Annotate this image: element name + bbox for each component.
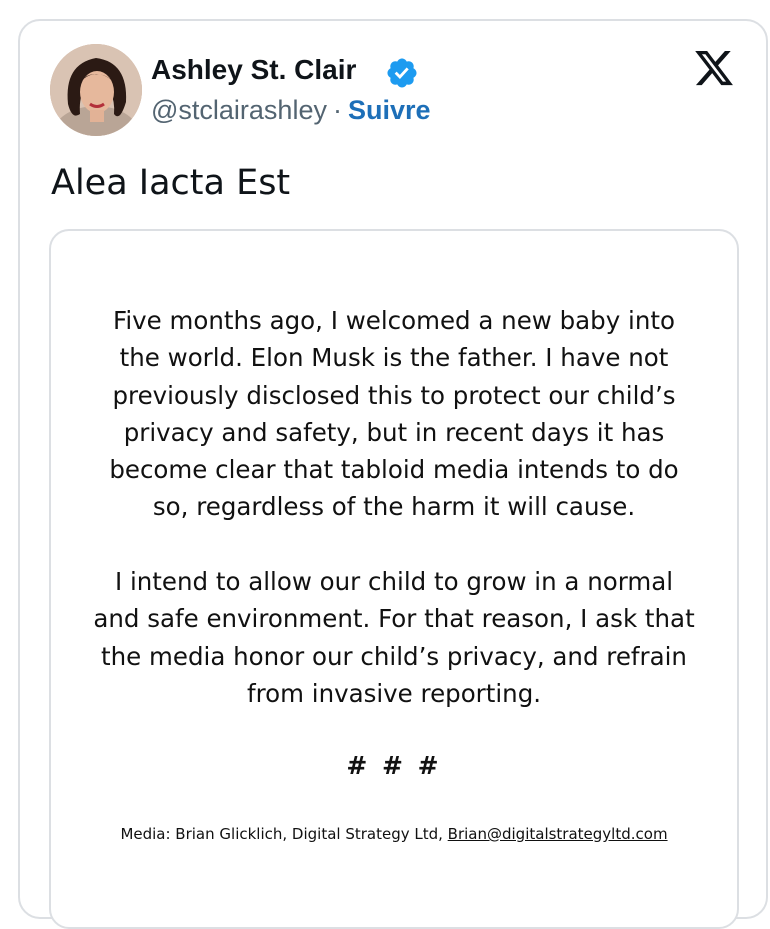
separator: · <box>332 95 342 125</box>
media-contact <box>60 822 728 846</box>
author-handle[interactable]: @stclairashley <box>151 95 327 125</box>
statement-line: the media honor our child’s privacy, and refrain <box>101 641 687 671</box>
avatar[interactable] <box>50 44 142 136</box>
statement-line: so, regardless of the harm it will cause. <box>152 492 636 522</box>
statement-line: and safe environment. For that reason, I ask that <box>93 604 695 634</box>
statement-line: I intend to allow our child to grow in a normal <box>114 567 674 596</box>
statement-line: the world. Elon Musk is the father. I have not <box>119 343 669 373</box>
tweet-text: Alea Iacta Est <box>51 163 291 203</box>
media-contact-label: Media: Brian Glicklich, Digital Strategy Ltd, <box>120 825 448 843</box>
verified-badge-icon <box>385 56 419 90</box>
statement-paragraph-1 <box>60 302 728 526</box>
avatar-image <box>50 44 142 136</box>
statement-line: privacy and safety, but in recent days it has <box>123 417 665 447</box>
statement-paragraph-2 <box>60 563 728 712</box>
author-name[interactable]: Ashley St. Clair <box>151 54 357 85</box>
statement-line: from invasive reporting. <box>246 678 542 708</box>
follow-button[interactable]: Suivre <box>347 95 431 125</box>
media-email-link[interactable]: Brian@digitalstrategyltd.com <box>447 825 668 843</box>
handle-line <box>151 93 431 127</box>
statement-line: become clear that tabloid media intends to do <box>109 455 679 485</box>
statement-line: previously disclosed this to protect our child’s <box>112 380 676 410</box>
statement-line: Five months ago, I welcomed a new baby into <box>113 306 675 335</box>
end-mark: # # # <box>346 751 442 780</box>
x-logo-icon[interactable] <box>692 47 736 89</box>
